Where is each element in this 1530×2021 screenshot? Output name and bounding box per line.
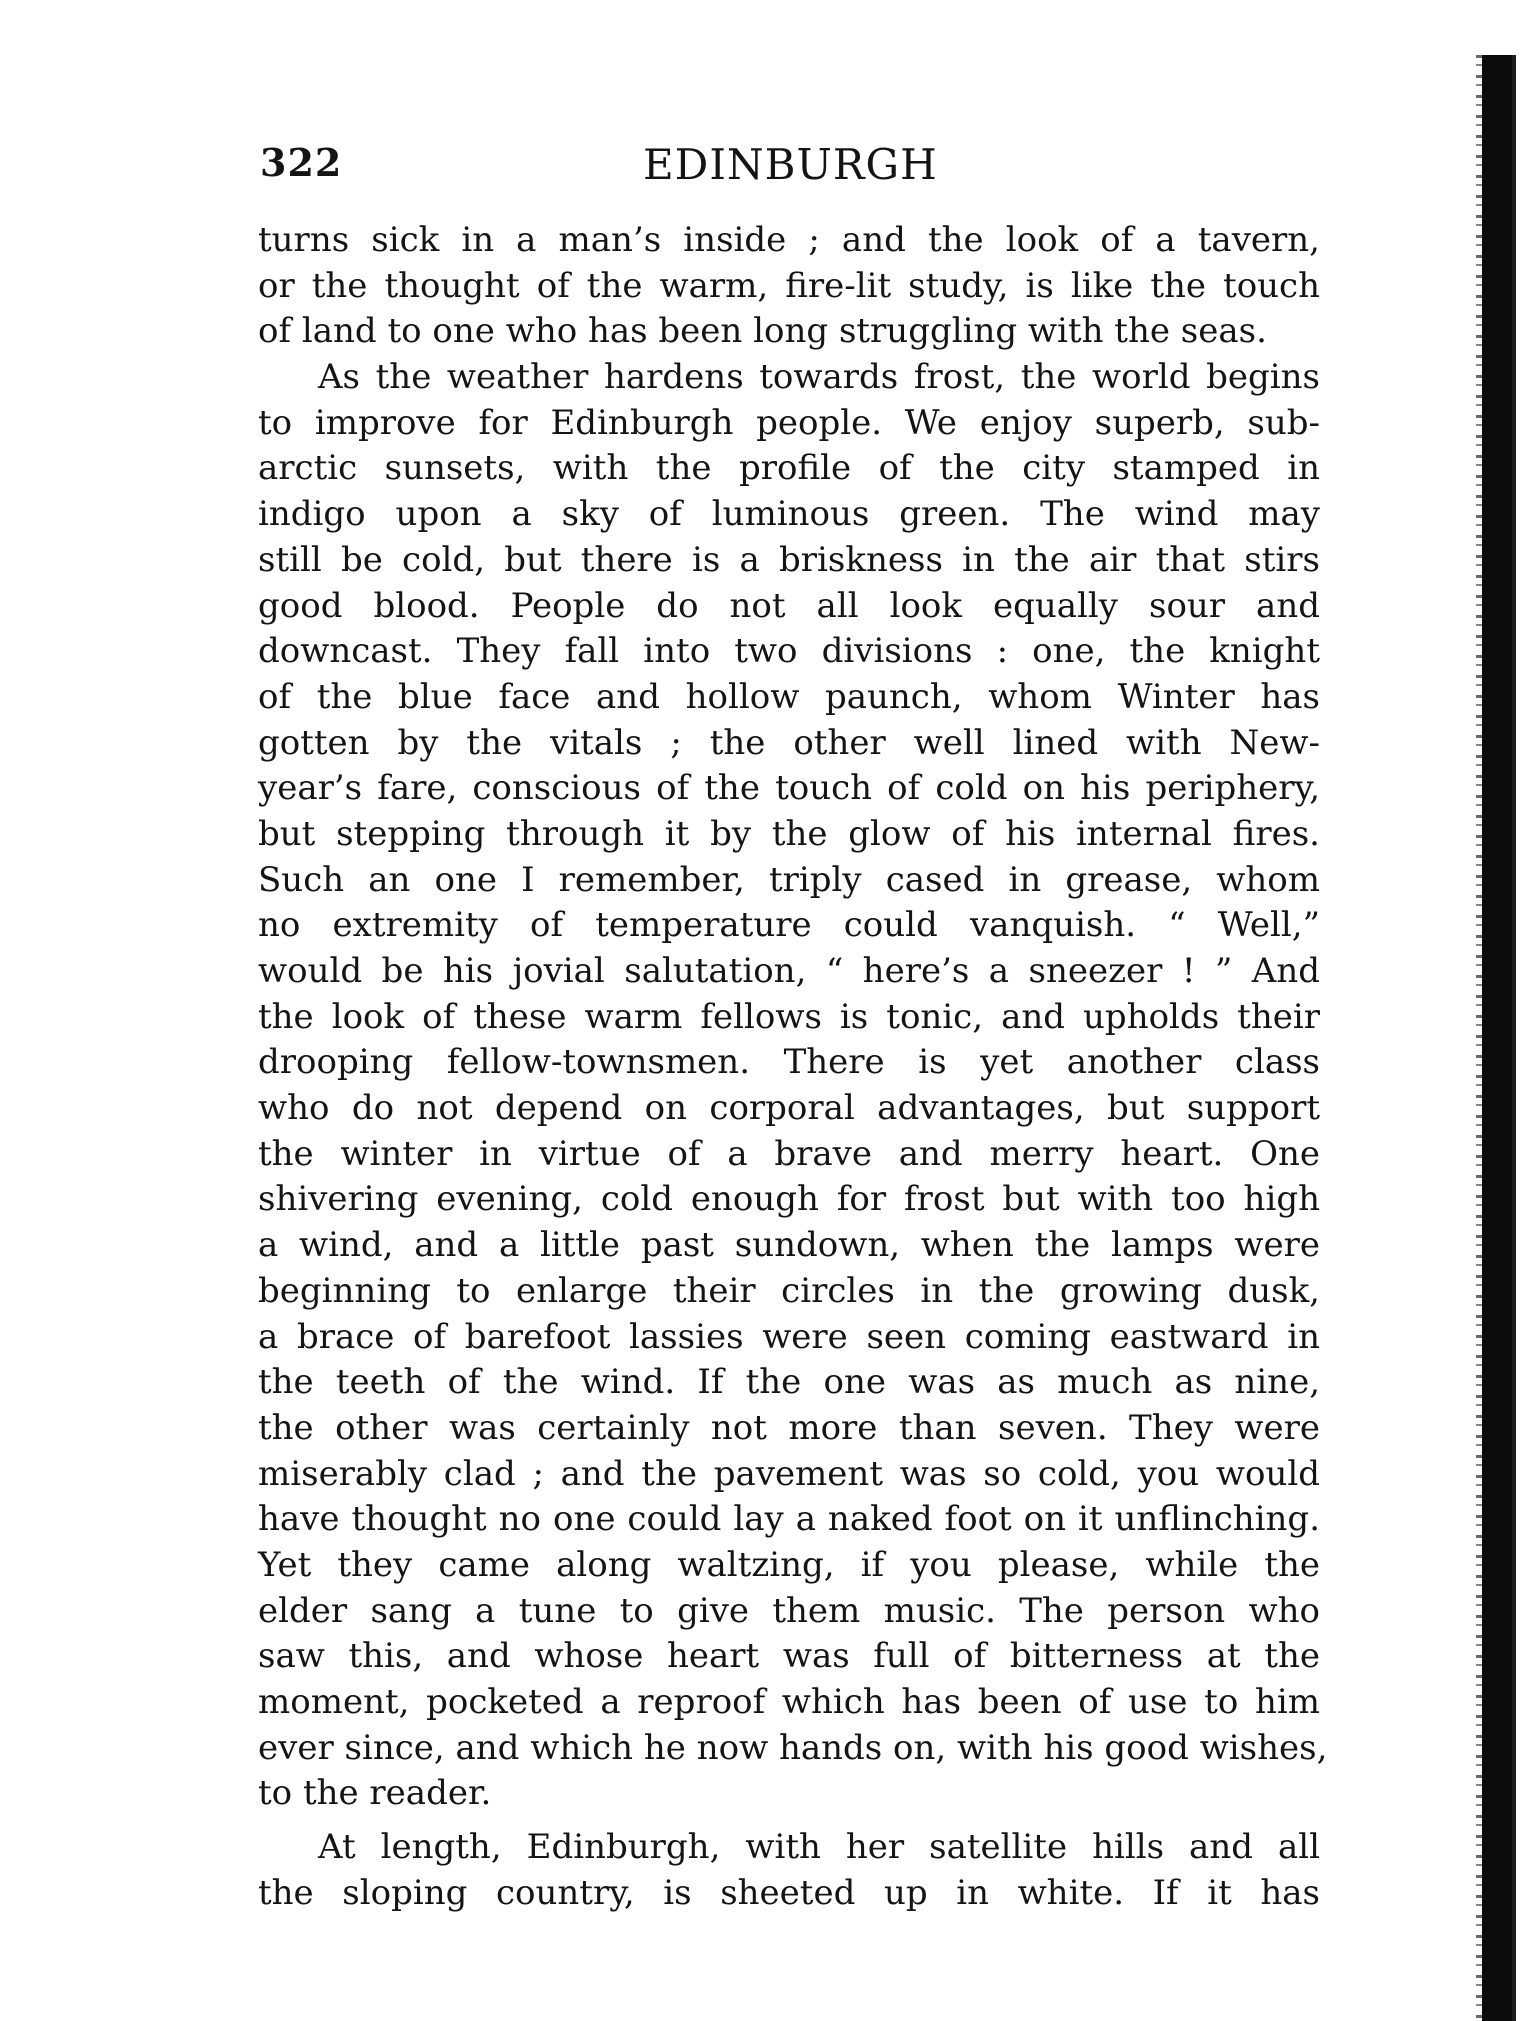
text-line: the sloping country, is sheeted up in white. If it has (258, 1872, 1320, 1913)
text-line: of land to one who has been long struggling with the seas. (258, 311, 1267, 352)
text-line: the other was certainly not more than seven. They were (258, 1407, 1320, 1448)
text-line: no extremity of temperature could vanquish. “ Well,” (258, 905, 1320, 946)
text-line: the look of these warm fellows is tonic, and upholds their (258, 996, 1320, 1037)
text-line: would be his jovial salutation, “ here’s a sneezer ! ” And (258, 951, 1320, 991)
text-line: turns sick in a man’s inside ; and the look of a tavern, (258, 220, 1320, 260)
text-line: good blood. People do not all look equally sour and (258, 585, 1320, 626)
text-line: indigo upon a sky of luminous green. The wind may (258, 494, 1320, 535)
text-line: have thought no one could lay a naked foot on it unflinching. (258, 1499, 1320, 1540)
text-line: the teeth of the wind. If the one was as much as nine, (258, 1362, 1320, 1403)
text-line: a wind, and a little past sundown, when the lamps were (258, 1225, 1320, 1266)
page-number: 322 (260, 140, 343, 185)
text-line: ever since, and which he now hands on, with his good wishes, (258, 1727, 1328, 1768)
body-text (258, 218, 1328, 1916)
text-line: to improve for Edinburgh people. We enjoy superb, sub- (258, 402, 1320, 443)
text-line: beginning to enlarge their circles in the growing dusk, (258, 1270, 1320, 1311)
text-line: who do not depend on corporal advantages, but support (258, 1088, 1320, 1129)
text-line: shivering evening, cold enough for frost but with too high (258, 1179, 1320, 1220)
text-line: or the thought of the warm, fire-lit study, is like the touch (258, 265, 1320, 306)
text-line: As the weather hardens towards frost, the world begins (318, 357, 1320, 398)
text-line: still be cold, but there is a briskness in the air that stirs (258, 539, 1320, 580)
text-line: Yet they came along waltzing, if you please, while the (258, 1544, 1320, 1585)
text-line: year’s fare, conscious of the touch of cold on his periphery, (258, 768, 1320, 809)
text-line: moment, pocketed a reproof which has been of use to him (258, 1682, 1320, 1722)
page-edge-shadow (1482, 55, 1512, 2021)
text-line: the winter in virtue of a brave and merry heart. One (258, 1133, 1320, 1174)
text-line: a brace of barefoot lassies were seen coming eastward in (258, 1316, 1320, 1357)
text-line: arctic sunsets, with the profile of the city stamped in (258, 448, 1320, 489)
text-line: Such an one I remember, triply cased in grease, whom (258, 859, 1320, 900)
text-line: miserably clad ; and the pavement was so cold, you would (258, 1453, 1320, 1494)
text-line: gotten by the vitals ; the other well lined with New- (258, 722, 1320, 763)
text-line: but stepping through it by the glow of his internal fires. (258, 813, 1320, 854)
text-line: saw this, and whose heart was full of bitterness at the (258, 1636, 1320, 1677)
text-line: to the reader. (258, 1773, 492, 1814)
text-line: of the blue face and hollow paunch, whom Winter has (258, 676, 1320, 717)
text-line: downcast. They fall into two divisions : one, the knight (258, 631, 1320, 672)
text-line: At length, Edinburgh, with her satellite hills and all (318, 1827, 1320, 1868)
text-line: elder sang a tune to give them music. The person who (258, 1590, 1320, 1631)
page-header (260, 140, 1320, 200)
running-title: EDINBURGH (643, 140, 938, 189)
text-line: drooping fellow-townsmen. There is yet another class (258, 1042, 1320, 1083)
